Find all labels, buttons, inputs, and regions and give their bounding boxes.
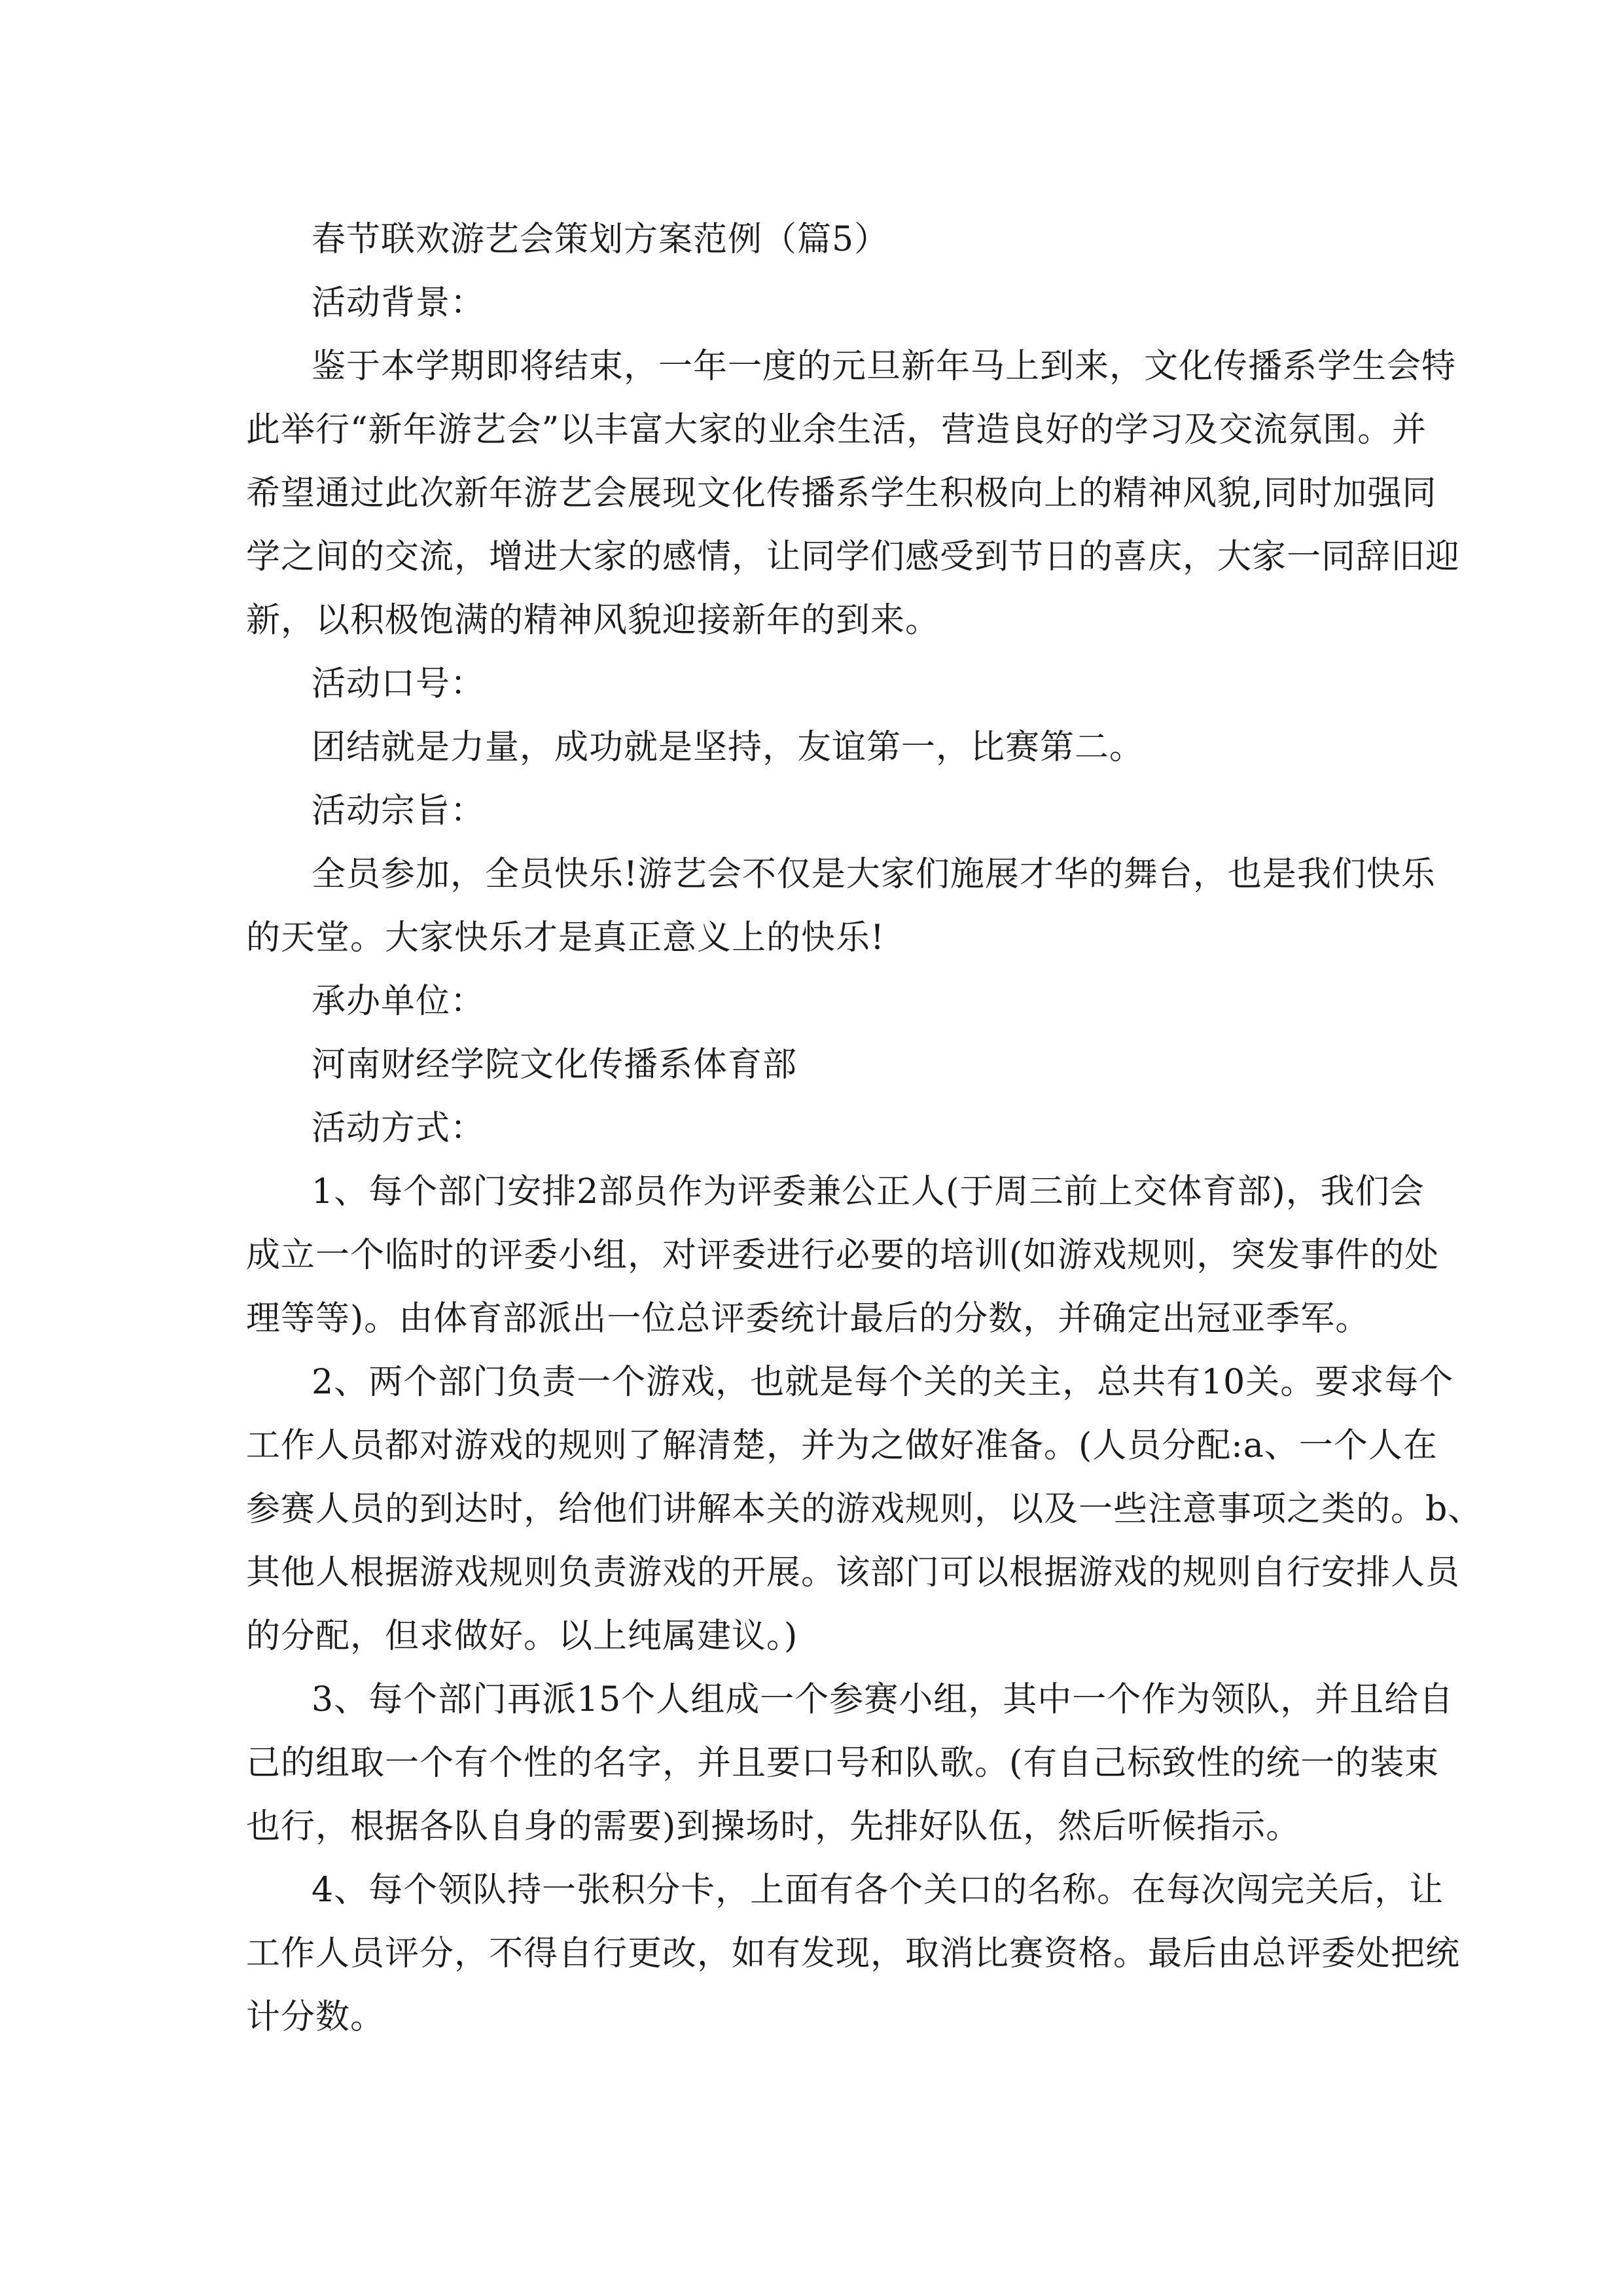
paragraph-line: 团结就是力量，成功就是坚持，友谊第一，比赛第二。: [312, 728, 1145, 767]
paragraph-line: 新，以积极饱满的精神风貌迎接新年的到来。: [246, 601, 940, 640]
paragraph-line: 成立一个临时的评委小组，对评委进行必要的培训(如游戏规则，突发事件的处: [246, 1236, 1440, 1275]
section-heading-purpose: 活动宗旨：: [312, 791, 486, 831]
paragraph-line: 全员参加，全员快乐!游艺会不仅是大家们施展才华的舞台，也是我们快乐: [312, 855, 1436, 894]
document-title: 春节联欢游艺会策划方案范例（篇5）: [312, 220, 889, 259]
paragraph-line: 1、每个部门安排2部员作为评委兼公正人(于周三前上交体育部)，我们会: [312, 1172, 1425, 1211]
paragraph-line: 2、两个部门负责一个游戏，也就是每个关的关主，总共有10关。要求每个: [312, 1363, 1454, 1402]
section-heading-method: 活动方式：: [312, 1109, 486, 1148]
section-heading-background: 活动背景：: [312, 283, 486, 323]
paragraph-line: 的天堂。大家快乐才是真正意义上的快乐!: [246, 918, 885, 958]
paragraph-line: 己的组取一个有个性的名字，并且要口号和队歌。(有自己标致性的统一的装束: [246, 1744, 1440, 1783]
paragraph-line: 理等等)。由体育部派出一位总评委统计最后的分数，并确定出冠亚季军。: [246, 1299, 1370, 1338]
paragraph-line: 工作人员都对游戏的规则了解清楚，并为之做好准备。(人员分配:a、一个人在: [246, 1426, 1438, 1465]
paragraph-line: 其他人根据游戏规则负责游戏的开展。该部门可以根据游戏的规则自行安排人员: [246, 1553, 1461, 1592]
paragraph-line: 工作人员评分，不得自行更改，如有发现，取消比赛资格。最后由总评委处把统: [246, 1934, 1461, 1973]
paragraph-line: 也行，根据各队自身的需要)到操场时，先排好队伍，然后听候指示。: [246, 1807, 1301, 1846]
paragraph-line: 河南财经学院文化传播系体育部: [312, 1045, 798, 1085]
paragraph-line: 计分数。: [246, 1998, 385, 2037]
paragraph-line: 此举行“新年游艺会”以丰富大家的业余生活，营造良好的学习及交流氛围。并: [246, 410, 1427, 450]
section-heading-slogan: 活动口号：: [312, 664, 486, 704]
paragraph-line: 鉴于本学期即将结束，一年一度的元旦新年马上到来，文化传播系学生会特: [312, 347, 1457, 386]
paragraph-line: 4、每个领队持一张积分卡，上面有各个关口的名称。在每次闯完关后，让: [312, 1871, 1444, 1910]
paragraph-line: 学之间的交流，增进大家的感情，让同学们感受到节日的喜庆，大家一同辞旧迎: [246, 537, 1461, 577]
paragraph-line: 参赛人员的到达时，给他们讲解本关的游戏规则，以及一些注意事项之类的。b、: [246, 1490, 1483, 1529]
paragraph-line: 希望通过此次新年游艺会展现文化传播系学生积极向上的精神风貌,同时加强同: [246, 474, 1437, 513]
paragraph-line: 的分配，但求做好。以上纯属建议。): [246, 1617, 798, 1656]
document-body: [246, 208, 1483, 2049]
paragraph-line: 3、每个部门再派15个人组成一个参赛小组，其中一个作为领队，并且给自: [312, 1680, 1454, 1719]
section-heading-organizer: 承办单位：: [312, 982, 486, 1021]
